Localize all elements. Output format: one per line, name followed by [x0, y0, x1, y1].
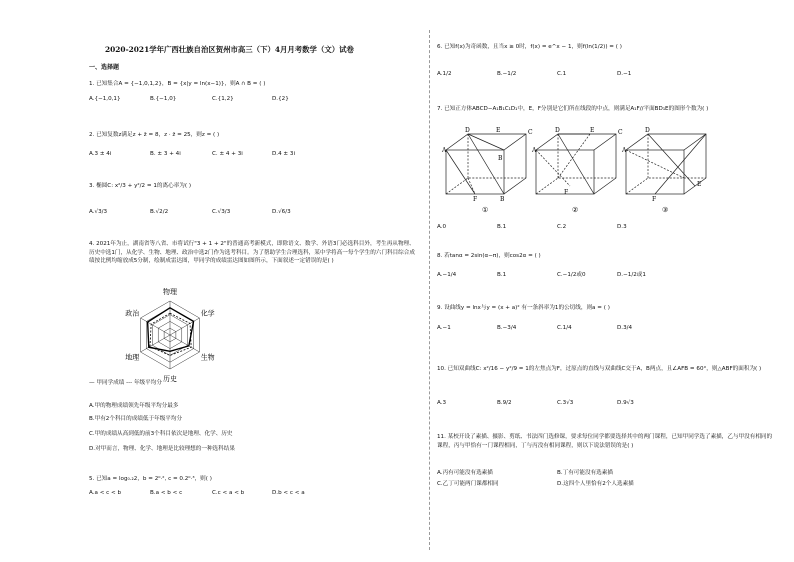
column-divider: [429, 30, 430, 550]
figure-label-3: ③: [662, 206, 669, 214]
q6-stem: 6. 已知f(x)为奇函数，且当x ≥ 0时，f(x) = e^x − 1，则f(ln(1/2)) = ( ): [437, 44, 622, 50]
q9-stem: 9. 设曲线y = lnx与y = (x + a)² 有一条斜率为1的公切线，则a = ( ): [437, 305, 610, 311]
radar-spoke-4: [141, 335, 170, 352]
radar-label-0: 物理: [163, 287, 177, 296]
q10-option-d: D.9√3: [617, 400, 634, 406]
figure-label-2: ②: [572, 206, 579, 214]
svg-text:E: E: [496, 127, 501, 134]
radar-label-1: 化学: [200, 309, 215, 318]
q4-stem: 4. 2021年为止，湖南省等八省、市将试行"3 + 1 + 2"的普通高考新模式，即除语文、数学、外语3门必选科目外，考生再从物理、历史中选1门，从化学、生物、地理、政治中选2门作为选考科目。为了帮助学生合理选科，某中学将高一每个学生的六门科目综合成绩按比例均缩放成5分制，绘制成雷达图，甲同学的成绩雷达图如图所示，下面叙述一定错误的是( ): [89, 241, 415, 265]
q2-option-b: B. ± 3 + 4i: [150, 151, 181, 157]
q9-option-a: A.−1: [437, 325, 451, 331]
svg-text:D: D: [645, 127, 650, 134]
q8-stem: 8. 若tanα = 2sin(α−π)，则cos2α = ( ): [437, 253, 541, 259]
svg-text:F: F: [564, 189, 569, 196]
q4-option-a: A.甲的物理成绩领先年级平均分最多: [89, 403, 179, 409]
q9-option-c: C.1/4: [557, 325, 572, 331]
q10-option-b: B.9/2: [497, 400, 512, 406]
q2-option-c: C. ± 4 + 3i: [212, 151, 243, 157]
q6-option-c: C.1: [557, 71, 567, 77]
q5-option-d: D.b < c < a: [272, 490, 305, 496]
q11-option-c: C.乙丁可能两门课都相同: [437, 481, 499, 487]
svg-text:A: A: [442, 147, 447, 154]
q4-option-b: B.甲有2个科目的成绩低于年级平均分: [89, 416, 183, 422]
q8-option-c: C.−1/2或0: [557, 272, 586, 278]
svg-text:C: C: [618, 129, 623, 136]
q8-option-b: B.1: [497, 272, 507, 278]
q1-option-b: B.{−1,0}: [150, 96, 177, 102]
q1-stem: 1. 已知集合A = {−1,0,1,2}，B = {x|y = ln(x−1)}，则A ∩ B = ( ): [89, 81, 266, 87]
q3-option-d: D.√6/3: [272, 209, 291, 215]
radar-label-5: 政治: [125, 309, 140, 318]
svg-text:A: A: [532, 147, 537, 154]
cube-figure-2: [536, 134, 616, 194]
q2-option-d: D.4 ± 3i: [272, 151, 296, 157]
q7-option-b: B.1: [497, 224, 507, 230]
svg-text:F: F: [652, 196, 657, 203]
q11-option-a: A.丙有可能没有选素描: [437, 470, 493, 476]
svg-text:B: B: [500, 196, 505, 203]
q8-option-d: D.−1/2或1: [617, 272, 646, 278]
q10-option-a: A.3: [437, 400, 447, 406]
radar-label-2: 生物: [200, 353, 215, 362]
radar-legend: — 甲同学成绩 --- 年级平均分: [89, 380, 162, 386]
q2-option-a: A.3 ± 4i: [89, 151, 112, 157]
q8-option-a: A.−1/4: [437, 272, 457, 278]
radar-spoke-5: [141, 318, 170, 335]
q2-stem: 2. 已知复数z满足z + z̄ = 8，z · z̄ = 25，则z = ( ): [89, 132, 220, 138]
q4-option-c: C.甲的成绩从高到低的前3个科目依次是地理、化学、历史: [89, 431, 233, 437]
q11-option-b: B.丁有可能没有选素描: [557, 470, 613, 476]
q6-option-b: B.−1/2: [497, 71, 517, 77]
q11-option-d: D.这四个人里恰有2个人选素描: [557, 481, 634, 487]
cube-figure-3: [626, 134, 706, 194]
q5-option-a: A.a < c < b: [89, 490, 122, 496]
svg-text:F: F: [473, 196, 478, 203]
radar-label-3: 历史: [163, 375, 177, 384]
q7-stem: 7. 已知正方体ABCD−A₁B₁C₁D₁中，E，F分别是它们所在线段的中点，则满足A₁F//平面BD₁E的图形个数为( ): [437, 106, 709, 112]
q9-option-b: B.−3/4: [497, 325, 517, 331]
svg-text:C: C: [528, 129, 533, 136]
radar-spoke-1: [170, 318, 199, 335]
q7-option-c: C.2: [557, 224, 567, 230]
q5-stem: 5. 已知a = log₀.₂2，b = 2⁰·², c = 0.2⁰·³，则( ): [89, 476, 212, 482]
svg-text:E: E: [590, 127, 595, 134]
q6-option-a: A.1/2: [437, 71, 452, 77]
section-heading: 一、选择题: [89, 64, 120, 71]
q3-option-c: C.√3/3: [212, 209, 231, 215]
svg-text:D: D: [555, 127, 560, 134]
q5-option-c: C.c < a < b: [212, 490, 245, 496]
q1-option-a: A.{−1,0,1}: [89, 96, 121, 102]
q7-option-d: D.3: [617, 224, 627, 230]
radar-chart: [110, 285, 230, 390]
cube-figure-1: [446, 134, 526, 194]
q4-option-d: D.对甲而言，物理、化学、地理是比较理想的一种选科结果: [89, 446, 235, 452]
radar-label-4: 地理: [125, 353, 140, 362]
exam-title: 2020-2021学年广西壮族自治区贺州市高三（下）4月月考数学（文）试卷: [105, 45, 354, 54]
svg-text:B: B: [498, 155, 503, 162]
cube-figures: [440, 124, 710, 214]
q10-stem: 10. 已知双曲线C: x²/16 − y²/9 = 1的左焦点为F，过原点的直线与双曲线C交于A，B两点，且∠AFB = 60°，则△ABF的面积为( ): [437, 366, 762, 372]
q1-option-d: D.{2}: [272, 96, 289, 102]
q3-stem: 3. 椭圆C: x²/3 + y²/2 = 1的离心率为( ): [89, 183, 192, 189]
q1-option-c: C.{1,2}: [212, 96, 234, 102]
q10-option-c: C.3√3: [557, 400, 574, 406]
svg-text:E: E: [697, 181, 702, 188]
q11-stem: 11. 某校开设了素描、摄影、剪纸、书法四门选修课，要求每位同学都要选择其中的两门课程，已知甲同学选了素描，乙与甲没有相同的课程，丙与甲恰有一门课程相同，丁与丙没有相同课程，则以下说法错误的是( ): [437, 434, 773, 449]
q9-option-d: D.3/4: [617, 325, 633, 331]
svg-text:D: D: [465, 127, 470, 134]
q6-option-d: D.−1: [617, 71, 632, 77]
q5-option-b: B.a < b < c: [150, 490, 183, 496]
q3-option-a: A.√3/3: [89, 209, 108, 215]
svg-text:A: A: [622, 147, 627, 154]
figure-label-1: ①: [482, 206, 489, 214]
q7-option-a: A.0: [437, 224, 447, 230]
q3-option-b: B.√2/2: [150, 209, 169, 215]
